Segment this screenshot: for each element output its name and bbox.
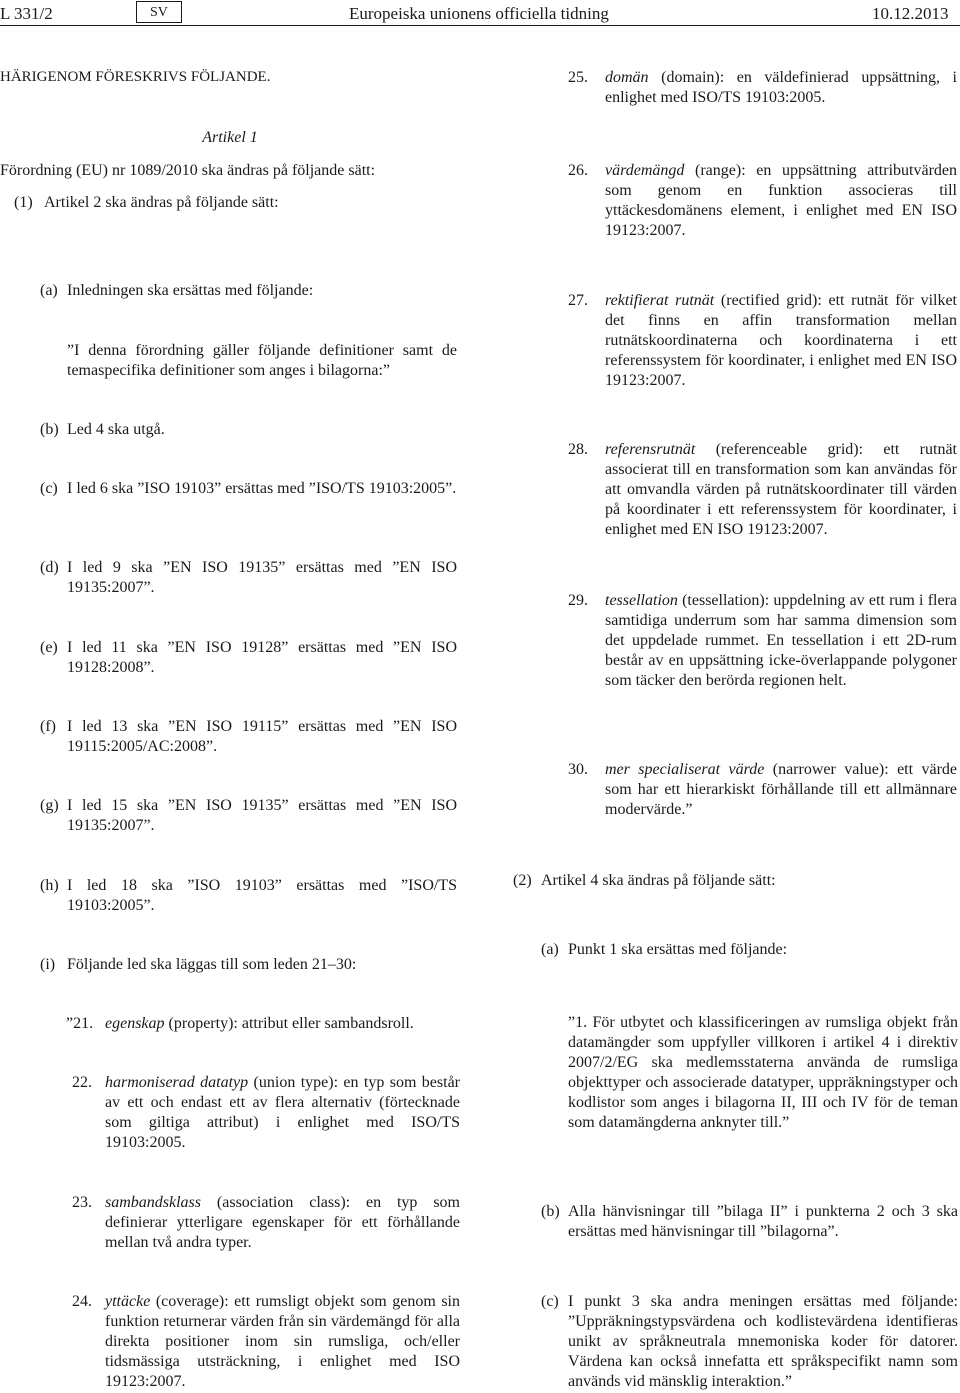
definition-26-number: 26.	[568, 162, 588, 179]
item-i-text: Följande led ska läggas till som leden 21–30:	[67, 956, 357, 973]
item-d-text: I led 9 ska ”EN ISO 19135” ersättas med ”EN ISO 19135:2007”.	[67, 559, 457, 596]
item-h-text: I led 18 ska ”ISO 19103” ersättas med ”ISO/TS 19103:2005”.	[67, 877, 457, 914]
definition-28-term: referensrutnät	[605, 441, 696, 458]
definition-23-term: sambandsklass	[105, 1194, 202, 1211]
item-i-label: (i)	[40, 956, 56, 973]
definition-21-text: (property): attribut eller sambandsroll.	[164, 1015, 414, 1032]
item-b-text: Led 4 ska utgå.	[67, 421, 165, 438]
item-2-label: (2)	[513, 872, 532, 889]
definition-25-term: domän	[605, 69, 649, 86]
enacting-formula: HÄRIGENOM FÖRESKRIVS FÖLJANDE.	[0, 69, 271, 85]
item-2b-text: Alla hänvisningar till ”bilaga II” i punkterna 2 och 3 ska ersättas med hänvisningar till ”bilagorna”.	[568, 1203, 958, 1240]
definition-21	[105, 1014, 460, 1034]
item-c-text: I led 6 ska ”ISO 19103” ersättas med ”ISO/TS 19103:2005”.	[67, 480, 457, 497]
definition-30-number: 30.	[568, 761, 588, 778]
definition-23-text: (association class): en typ som definierar ytterligare egenskaper för ett förhållande mellan två andra typer.	[105, 1194, 460, 1251]
definition-24-number: 24.	[72, 1293, 92, 1310]
language-code: SV	[150, 5, 168, 20]
item-2b-label: (b)	[541, 1203, 560, 1220]
definition-23	[105, 1193, 460, 1253]
definition-27	[605, 291, 957, 391]
item-2a-label: (a)	[541, 941, 559, 958]
item-2c-text: I punkt 3 ska andra meningen ersättas med följande: ”Uppräkningstypsvärdena och kodlistevärdena identifieras unikt av språkneutrala mnemoniska koder för datorer. Värdena kan också innefatta ett språkspecifikt namn som används vid mänsklig interaktion.”	[568, 1293, 958, 1390]
definition-27-text: (rectified grid): ett rutnät för vilket det finns en affin transformation mellan rutnätskoordinaterna och koordinaterna i ett referenssystem för koordinater, i enlighet med EN ISO 19123:2007.	[605, 292, 958, 389]
page-reference: L 331/2	[0, 4, 53, 23]
item-1-label: (1)	[14, 194, 33, 211]
definition-29-number: 29.	[568, 592, 588, 609]
definition-22-text: (union type): en typ som består av ett och endast ett av flera alternativ (förtecknade som giltiga attribut) i enlighet med ISO/TS 19103:2005.	[105, 1074, 461, 1151]
item-2a-quote: ”1. För utbytet och klassificeringen av rumsliga objekt från datamängder som uppfyller villkoren i artikel 4 i direktiv 2007/2/EG ska medlemsstaterna använda de rumsliga objekttyper och associerade datatyper, uppräkningstyper och kodlistor som anges i bilagorna II, III och IV för de teman som datamängderna anknyter till.”	[568, 1014, 958, 1131]
definition-30	[605, 760, 957, 820]
item-a-quote: ”I denna förordning gäller följande definitioner samt de temaspecifika definitioner som anges i bilagorna:”	[67, 342, 457, 379]
definition-29-term: tessellation	[605, 592, 678, 609]
definition-28-number: 28.	[568, 441, 588, 458]
definition-24	[105, 1292, 460, 1392]
item-2c-label: (c)	[541, 1293, 559, 1310]
item-2a-text: Punkt 1 ska ersättas med följande:	[568, 941, 788, 958]
definition-28-text: (referenceable grid): ett rutnät associerat till en transformation som kan användas för att omvandla värden på rutnätskoordinater till värden på koordinater i ett referenssystem för koordinater, i enlighet med EN ISO 19123:2007.	[605, 441, 957, 538]
definition-26	[605, 161, 957, 241]
item-1-text: Artikel 2 ska ändras på följande sätt:	[44, 194, 279, 211]
definition-27-term: rektifierat rutnät	[605, 292, 715, 309]
definition-26-text: (range): en uppsättning attributvärden som genom en funktion associeras till yttäckesdomänens element, i enlighet med EN ISO 19123:2007.	[605, 162, 957, 239]
definition-30-term: mer specialiserat värde	[605, 761, 765, 778]
item-c-label: (c)	[40, 480, 58, 497]
definition-23-number: 23.	[72, 1194, 92, 1211]
article-title-text: Artikel 1	[202, 129, 258, 146]
definition-22-number: 22.	[72, 1074, 92, 1091]
item-a-text: Inledningen ska ersättas med följande:	[67, 282, 314, 299]
publication-date: 10.12.2013	[872, 4, 949, 23]
item-g-text: I led 15 ska ”EN ISO 19135” ersättas med ”EN ISO 19135:2007”.	[67, 797, 457, 834]
definition-27-number: 27.	[568, 292, 588, 309]
language-badge	[136, 1, 182, 23]
item-a-label: (a)	[40, 282, 58, 299]
definition-21-number: ”21.	[66, 1015, 94, 1032]
definition-29-text: (tessellation): uppdelning av ett rum i flera samtidiga underrum som har samma dimension som det uppdelade rummet. En tessellation i ett 2D-rum består av en uppsättning icke-överlappande polygoner som täcker den berörda regionen helt.	[605, 592, 957, 689]
item-g-label: (g)	[40, 797, 59, 814]
definition-24-text: (coverage): ett rumsligt objekt som genom sin funktion returnerar värden från sin värdemängd för alla direkta positioner inom sin rumsliga, och/eller tidsmässiga utsträckning, i enlighet med ISO 19123:2007.	[105, 1293, 460, 1390]
definition-29	[605, 591, 957, 691]
item-e-text: I led 11 ska ”EN ISO 19128” ersättas med ”EN ISO 19128:2008”.	[67, 639, 457, 676]
item-d-label: (d)	[40, 559, 59, 576]
item-f-label: (f)	[40, 718, 56, 735]
item-h-label: (h)	[40, 877, 59, 894]
definition-22	[105, 1073, 460, 1153]
item-b-label: (b)	[40, 421, 59, 438]
article-title	[0, 128, 460, 148]
definition-25	[605, 68, 957, 108]
definition-24-term: yttäcke	[105, 1293, 151, 1310]
definition-25-number: 25.	[568, 69, 588, 86]
definition-28	[605, 440, 957, 540]
header-rule	[0, 25, 960, 26]
definition-22-term: harmoniserad datatyp	[105, 1074, 249, 1091]
definition-25-text: (domain): en väldefinierad uppsättning, i enlighet med ISO/TS 19103:2005.	[605, 69, 957, 106]
definition-26-term: värdemängd	[605, 162, 685, 179]
journal-title: Europeiska unionens officiella tidning	[349, 4, 609, 23]
item-f-text: I led 13 ska ”EN ISO 19115” ersättas med ”EN ISO 19115:2005/AC:2008”.	[67, 718, 457, 755]
amendment-intro: Förordning (EU) nr 1089/2010 ska ändras på följande sätt:	[0, 162, 376, 179]
item-2-text: Artikel 4 ska ändras på följande sätt:	[541, 872, 776, 889]
definition-21-term: egenskap	[105, 1015, 165, 1032]
item-e-label: (e)	[40, 639, 58, 656]
definition-30-text: (narrower value): ett värde som har ett hierarkiskt förhållande till ett allmännare modervärde.”	[605, 761, 958, 818]
